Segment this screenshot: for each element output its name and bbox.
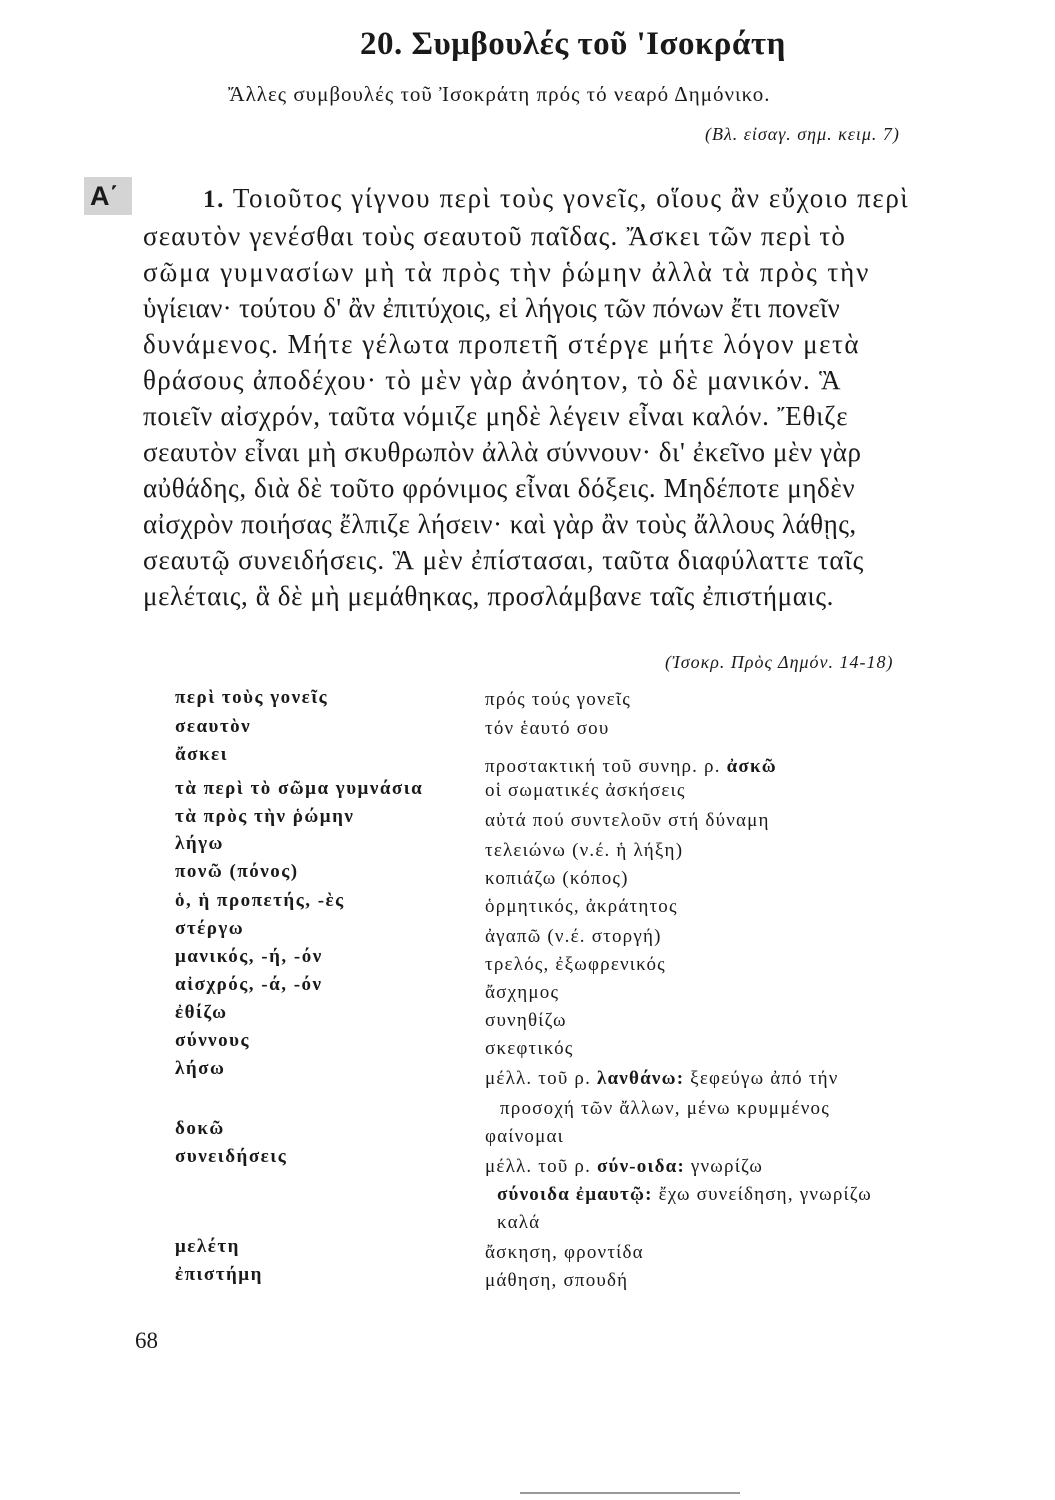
- passage-line: ὑγίειαν· τούτου δ' ἂν ἐπιτύχοις, εἰ λήγοις τῶν πόνων ἔτι πονεῖν: [143, 293, 841, 323]
- glossary-definition: κοπιάζω (κόπος): [485, 868, 629, 889]
- passage-text: [143, 180, 993, 614]
- glossary-term: μανικός, -ή, -όν: [175, 946, 323, 967]
- glossary-definition-continued: καλά: [497, 1212, 541, 1233]
- glossary-term: πονῶ (πόνος): [175, 861, 299, 882]
- passage-line: ποιεῖν αἰσχρόν, ταῦτα νόμιζε μηδὲ λέγειν εἶναι καλόν. Ἔθιζε: [143, 401, 849, 431]
- glossary-definition: ἄσχημος: [485, 982, 560, 1003]
- glossary-definition: ἀγαπῶ (ν.έ. στοργή): [485, 926, 662, 947]
- glossary-definition: μέλλ. τοῦ ρ. σύν-οιδα: γνωρίζω: [485, 1156, 764, 1177]
- glossary-term: ἐπιστήμη: [175, 1264, 263, 1285]
- glossary-definition: τόν ἑαυτό σου: [485, 718, 610, 739]
- glossary-definition-continued: προσοχή τῶν ἄλλων, μένω κρυμμένος: [500, 1098, 830, 1119]
- passage-line: [143, 180, 993, 218]
- glossary-definition: ὁρμητικός, ἀκράτητος: [485, 896, 678, 917]
- source-citation: (Ἰσοκρ. Πρὸς Δημόν. 14-18): [665, 652, 894, 672]
- glossary-term: τὰ περὶ τὸ σῶμα γυμνάσια: [175, 778, 424, 799]
- paragraph-number: 1.: [203, 186, 225, 213]
- glossary-definition: οἱ σωματικές ἀσκήσεις: [485, 780, 686, 801]
- passage-line: αἰσχρὸν ποιήσας ἔλπιζε λήσειν· καὶ γὰρ ἂν τοὺς ἄλλους λάθῃς,: [143, 509, 857, 539]
- glossary-definition: τρελός, ἐξωφρενικός: [485, 954, 666, 975]
- glossary-definition: προστακτική τοῦ συνηρ. ρ. ἀσκῶ: [485, 756, 777, 777]
- passage-line: σῶμα γυμνασίων μὴ τὰ πρὸς τὴν ῥώμην ἀλλὰ τὰ πρὸς τὴν: [143, 257, 871, 287]
- glossary-term: τὰ πρὸς τὴν ῥώμην: [175, 806, 355, 827]
- glossary-term: σύννους: [175, 1030, 251, 1051]
- bottom-divider: [520, 1492, 740, 1494]
- glossary-term: ἄσκει: [175, 744, 228, 765]
- glossary-term: δοκῶ: [175, 1118, 225, 1139]
- glossary-definition: πρός τούς γονεῖς: [485, 689, 631, 710]
- glossary-term: αἰσχρός, -ά, -όν: [175, 974, 323, 995]
- glossary-definition: αὐτά πού συντελοῦν στή δύναμη: [485, 810, 770, 831]
- glossary-definition: μέλλ. τοῦ ρ. λανθάνω: ξεφεύγω ἀπό τήν: [485, 1068, 839, 1089]
- page-title: 20. Συμβουλές τοῦ 'Ισοκράτη: [360, 26, 786, 62]
- glossary-term: συνειδήσεις: [175, 1146, 288, 1167]
- glossary-term: λήγω: [175, 833, 224, 854]
- glossary-definition: τελειώνω (ν.έ. ἡ λήξη): [485, 840, 684, 861]
- glossary-definition: ἄσκηση, φροντίδα: [485, 1242, 644, 1263]
- glossary-definition: συνηθίζω: [485, 1010, 567, 1031]
- passage-line: σεαυτῷ συνειδήσεις. Ἃ μὲν ἐπίστασαι, ταῦτα διαφύλαττε ταῖς: [143, 545, 865, 575]
- glossary-term: ὁ, ἡ προπετής, -ὲς: [175, 890, 345, 911]
- glossary-term: σεαυτὸν: [175, 716, 252, 737]
- passage-line-text: Τοιοῦτος γίγνου περὶ τοὺς γονεῖς, οἵους ἂν εὔχοιο περὶ: [232, 183, 910, 213]
- passage-line: μελέταις, ἃ δὲ μὴ μεμάθηκας, προσλάμβανε ταῖς ἐπιστήμαις.: [143, 581, 834, 611]
- glossary-term: περὶ τοὺς γονεῖς: [175, 687, 329, 708]
- glossary-definition: μάθηση, σπουδή: [485, 1270, 629, 1291]
- passage-line: δυνάμενος. Μήτε γέλωτα προπετῆ στέργε μήτε λόγον μετὰ: [143, 329, 860, 359]
- introduction-reference: (Βλ. εἰσαγ. σημ. κειμ. 7): [705, 124, 900, 144]
- glossary-definition-continued: σύνοιδα ἐμαυτῷ: ἔχω συνείδηση, γνωρίζω: [497, 1184, 872, 1205]
- passage-line: θράσους ἀποδέχου· τὸ μὲν γὰρ ἀνόητον, τὸ δὲ μανικόν. Ἃ: [143, 365, 842, 395]
- passage-line: αὐθάδης, διὰ δὲ τοῦτο φρόνιμος εἶναι δόξεις. Μηδέποτε μηδὲν: [143, 473, 856, 503]
- glossary-term: λήσω: [175, 1058, 226, 1079]
- glossary-term: μελέτη: [175, 1236, 240, 1257]
- page-number: 68: [135, 1328, 158, 1353]
- glossary-definition: φαίνομαι: [485, 1126, 564, 1147]
- passage-line: σεαυτὸν εἶναι μὴ σκυθρωπὸν ἀλλὰ σύννουν· δι' ἐκεῖνο μὲν γὰρ: [143, 437, 862, 467]
- passage-line: σεαυτὸν γενέσθαι τοὺς σεαυτοῦ παῖδας. Ἄσκει τῶν περὶ τὸ: [143, 221, 847, 251]
- glossary-term: ἐθίζω: [175, 1002, 228, 1023]
- glossary-definition: σκεφτικός: [485, 1038, 574, 1059]
- glossary-term: στέργω: [175, 918, 245, 939]
- section-label: Α΄: [84, 177, 132, 215]
- subtitle: Ἄλλες συμβουλές τοῦ Ἰσοκράτη πρός τό νεαρό Δημόνικο.: [228, 82, 771, 106]
